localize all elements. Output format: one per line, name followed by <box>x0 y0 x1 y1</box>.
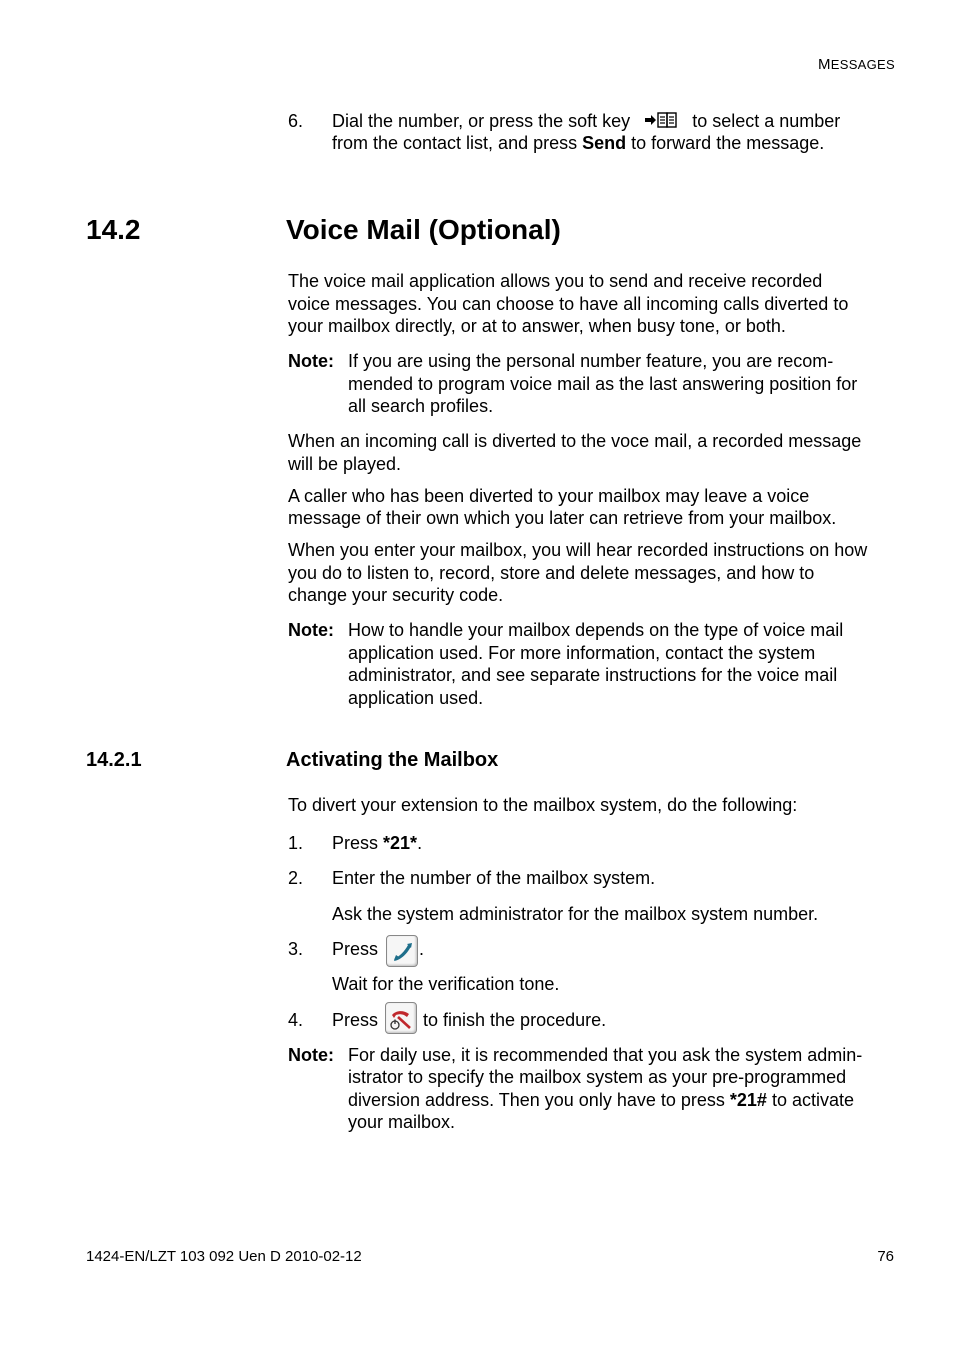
para-2-line-2: will be played. <box>288 454 402 474</box>
note-2-line-1: How to handle your mailbox depends on the type of voice mail <box>348 620 844 640</box>
note-1-line-2: mended to program voice mail as the last answering position for <box>348 374 858 394</box>
step-1-number: 1. <box>288 833 304 853</box>
subsection-title: Activating the Mailbox <box>286 749 499 771</box>
intro-line-2: voice messages. You can choose to have all incoming calls diverted to <box>288 294 849 314</box>
note-3-line-3: diversion address. Then you only have to press *21# to activate <box>348 1090 855 1110</box>
note-3-line-4: your mailbox. <box>348 1112 456 1132</box>
note-2-line-4: application used. <box>348 688 484 708</box>
para-3-line-2: message of their own which you later can retrieve from your mailbox. <box>288 508 837 528</box>
note-1-line-3: all search profiles. <box>348 396 494 416</box>
step-6-number: 6. <box>288 111 304 131</box>
note-2-line-2: application used. For more information, contact the system <box>348 643 816 663</box>
step-3-subtext: Wait for the verification tone. <box>332 974 560 994</box>
step-4-text: to finish the procedure. <box>423 1010 607 1030</box>
end-call-key-icon <box>385 1002 417 1034</box>
step-3-number: 3. <box>288 939 304 959</box>
intro-line-3: your mailbox directly, or at to answer, when busy tone, or both. <box>288 316 786 336</box>
subsection-number: 14.2.1 <box>86 749 142 771</box>
para-3-line-1: A caller who has been diverted to your mailbox may leave a voice <box>288 486 810 506</box>
footer-doc-id: 1424-EN/LZT 103 092 Uen D 2010-02-12 <box>86 1248 362 1265</box>
section-title: Voice Mail (Optional) <box>286 214 561 245</box>
step-2-text: Enter the number of the mailbox system. <box>332 868 656 888</box>
note-3-label: Note: <box>288 1045 334 1065</box>
running-head: MESSAGES <box>817 56 895 73</box>
note-1-line-1: If you are using the personal number feature, you are recom- <box>348 351 834 371</box>
para-4-line-1: When you enter your mailbox, you will hear recorded instructions on how <box>288 540 868 560</box>
call-key-icon <box>386 935 418 967</box>
note-1-label: Note: <box>288 351 334 371</box>
para-4-line-3: change your security code. <box>288 585 504 605</box>
step-3-text: Press <box>332 939 379 959</box>
step-2-number: 2. <box>288 868 304 888</box>
step-3-end: . <box>419 939 425 959</box>
note-2-line-3: administrator, and see separate instructions for the voice mail <box>348 665 838 685</box>
note-3-line-2: istrator to specify the mailbox system as your pre-programmed <box>348 1067 847 1087</box>
section-number: 14.2 <box>86 214 141 245</box>
footer-page-number: 76 <box>877 1248 894 1265</box>
step-2-subtext: Ask the system administrator for the mailbox system number. <box>332 904 819 924</box>
lead-text: To divert your extension to the mailbox system, do the following: <box>288 795 798 815</box>
step-6-line-2: from the contact list, and press Send to forward the message. <box>332 133 825 153</box>
note-3-line-1: For daily use, it is recommended that you ask the system admin- <box>348 1045 863 1065</box>
intro-line-1: The voice mail application allows you to send and receive recorded <box>288 271 823 291</box>
step-4-number: 4. <box>288 1010 304 1030</box>
note-2-label: Note: <box>288 620 334 640</box>
contact-list-softkey-icon <box>643 111 679 135</box>
para-4-line-2: you do to listen to, record, store and delete messages, and how to <box>288 563 815 583</box>
step-4-press: Press <box>332 1010 379 1030</box>
step-6-line-1: Dial the number, or press the soft key to select a number <box>332 110 840 134</box>
step-1-text: Press *21*. <box>332 833 423 853</box>
para-2-line-1: When an incoming call is diverted to the voce mail, a recorded message <box>288 431 862 451</box>
